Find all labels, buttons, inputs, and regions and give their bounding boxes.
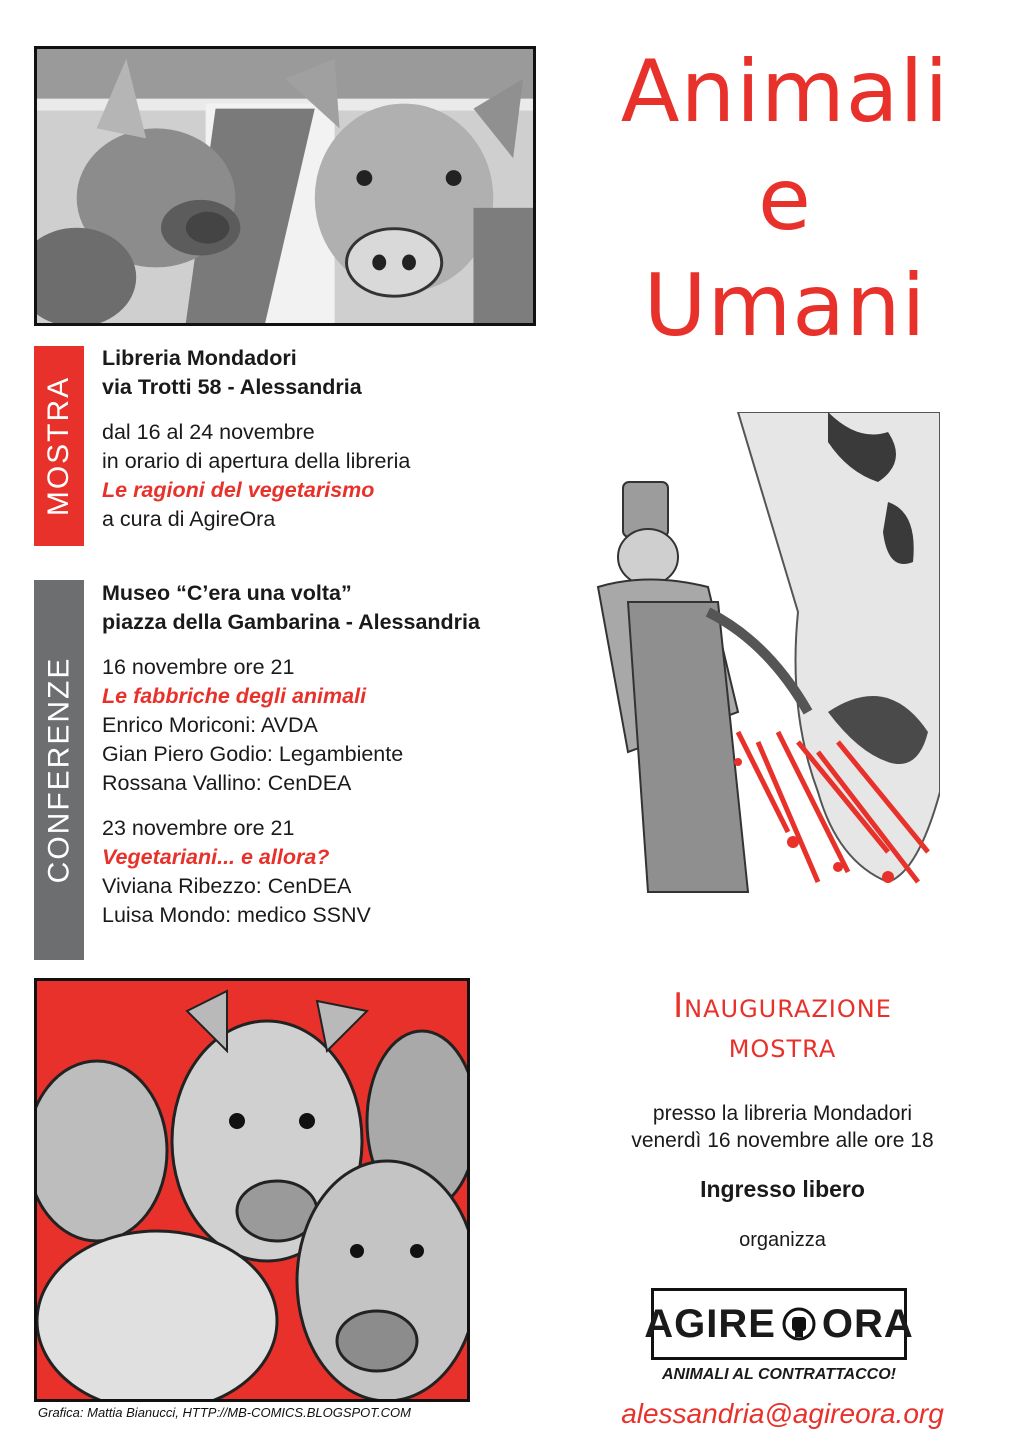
mostra-tab-label: MOSTRA [42,375,75,517]
title-line-3: Umani [643,256,927,356]
inauguration-when: venerdì 16 novembre alle ore 18 [631,1129,934,1152]
talk-1-speaker-3: Rossana Vallino: CenDEA [102,771,352,795]
inauguration-heading-2: mostra [728,1026,837,1066]
butcher-illustration [588,412,940,896]
logo-tagline: ANIMALI AL CONTRATTACCO! [661,1366,897,1383]
logo-word-1: AGIRE [644,1301,776,1346]
conferenze-tab [34,580,84,960]
mostra-address: via Trotti 58 - Alessandria [102,375,362,399]
graphics-credit: Grafica: Mattia Bianucci, HTTP://MB-COMICS.BLOGSPOT.COM [38,1405,411,1420]
organizer-label: organizza [739,1229,826,1251]
entry-free: Ingresso libero [700,1176,865,1202]
mostra-block [102,344,572,534]
inauguration-place: presso la libreria Mondadori [652,1102,913,1125]
inauguration-block [590,986,975,1252]
calves-stall-illustration [34,46,536,326]
talk-1-title: Le fabbriche degli animali [102,684,367,708]
inauguration-heading-1: Inaugurazione [673,986,892,1026]
mostra-hours: in orario di apertura della libreria [102,449,411,473]
logo-word-2: ORA [821,1301,914,1346]
conferenze-venue: Museo “C’era una volta” [102,581,352,605]
agireora-logo [644,1288,914,1360]
talk-2-title: Vegetariani... e allora? [102,845,330,869]
mostra-tab [34,346,84,546]
talk-2-when: 23 novembre ore 21 [102,816,295,840]
talk-2-speaker-1: Viviana Ribezzo: CenDEA [102,874,352,898]
mostra-venue: Libreria Mondadori [102,346,297,370]
mostra-dates: dal 16 al 24 novembre [102,420,315,444]
talk-1-when: 16 novembre ore 21 [102,655,295,679]
talk-2-speaker-2: Luisa Mondo: medico SSNV [102,903,371,927]
talk-1-speaker-1: Enrico Moriconi: AVDA [102,713,318,737]
title-line-1: Animali [620,42,950,142]
mostra-exhibit-title: Le ragioni del vegetarismo [102,478,375,502]
mostra-curator: a cura di AgireOra [102,507,276,531]
fist-icon [782,1307,816,1341]
title-line-2: e [758,150,812,250]
calves-herd-illustration [34,978,470,1402]
conferenze-address: piazza della Gambarina - Alessandria [102,610,480,634]
poster-title [560,42,1010,356]
talk-1-speaker-2: Gian Piero Godio: Legambiente [102,742,404,766]
conferenze-tab-label: CONFERENZE [42,656,75,884]
contact-email[interactable]: alessandria@agireora.org [621,1398,944,1429]
conferenze-block [102,579,572,930]
